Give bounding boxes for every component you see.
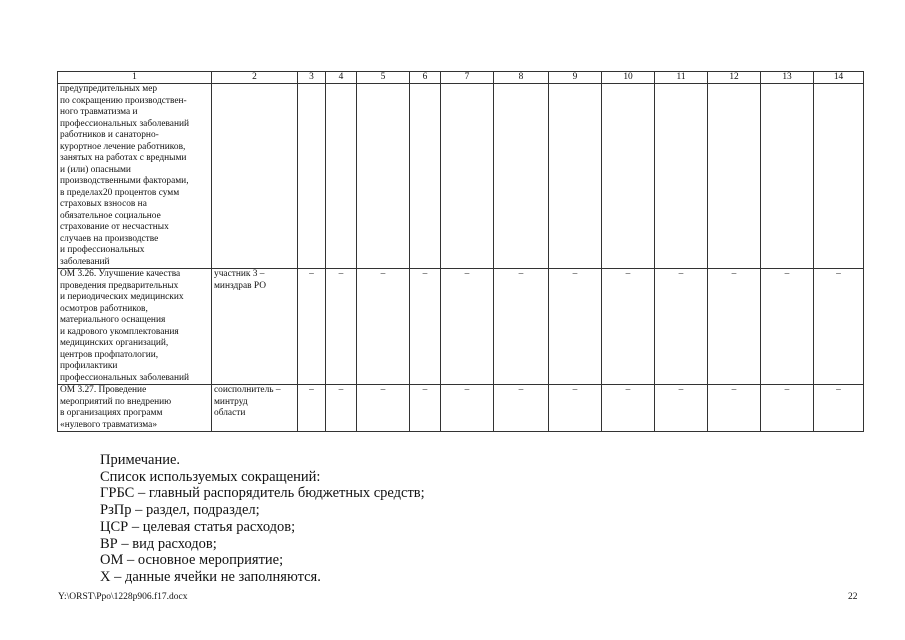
header-cell: 5	[357, 72, 410, 84]
header-cell: 2	[212, 72, 298, 84]
table-row	[58, 84, 864, 269]
value-cell	[298, 84, 326, 269]
note-subtitle: Список используемых сокращений:	[100, 468, 321, 485]
value-cell: –	[441, 385, 494, 432]
program-table	[57, 71, 864, 432]
header-cell: 13	[761, 72, 814, 84]
header-cell: 12	[708, 72, 761, 84]
participant-cell	[212, 84, 298, 269]
page-number: 22	[848, 592, 858, 602]
header-cell: 14	[814, 72, 864, 84]
abbreviation-item: ОМ – основное мероприятие;	[100, 552, 284, 569]
value-cell	[814, 84, 864, 269]
header-row	[58, 72, 864, 84]
value-cell: –	[298, 385, 326, 432]
value-cell: –	[326, 385, 357, 432]
value-cell: –	[761, 385, 814, 432]
value-cell: –	[410, 385, 441, 432]
measure-description: ОМ 3.26. Улучшение качества проведения предварительных и периодических медицинских осмотров работников, материального оснащения и кадрового укомплектования медицинских организаций, центров профпатологии, профилактики профессиональных заболеваний	[58, 269, 212, 385]
measure-description: предупредительных мер по сокращению производствен- ного травматизма и профессиональных заболеваний работников и санаторно- курортное лечение работников, занятых на работах с вредными и (или) опасными производственными факторами, в пределах20 процентов сумм страховых взносов на обязательное социальное страхование от несчастных случаев на производстве и профессиональных заболеваний	[58, 84, 212, 269]
abbreviation-item: ВР – вид расходов;	[100, 535, 217, 552]
value-cell: –	[298, 269, 326, 385]
value-cell: –	[655, 385, 708, 432]
header-cell: 8	[494, 72, 549, 84]
header-cell: 6	[410, 72, 441, 84]
value-cell	[602, 84, 655, 269]
value-cell	[494, 84, 549, 269]
value-cell	[655, 84, 708, 269]
value-cell: –	[357, 269, 410, 385]
table-row	[58, 385, 864, 432]
value-cell: –	[814, 385, 864, 432]
value-cell: –	[708, 269, 761, 385]
note-title: Примечание.	[100, 452, 181, 468]
value-cell: –	[494, 385, 549, 432]
abbreviation-item: ЦСР – целевая статья расходов;	[100, 518, 296, 535]
value-cell: –	[549, 269, 602, 385]
file-path: Y:\ORST\Ppo\1228p906.f17.docx	[58, 592, 188, 602]
value-cell: –	[410, 269, 441, 385]
measure-description: ОМ 3.27. Проведение мероприятий по внедрению в организациях программ «нулевого травматизма»	[58, 385, 212, 432]
value-cell	[761, 84, 814, 269]
value-cell: –	[602, 269, 655, 385]
value-cell	[410, 84, 441, 269]
table-row	[58, 269, 864, 385]
value-cell: –	[357, 385, 410, 432]
abbreviation-item: РзПр – раздел, подраздел;	[100, 502, 260, 519]
participant-cell: участник 3 – минздрав РО	[212, 269, 298, 385]
value-cell	[357, 84, 410, 269]
header-cell: 7	[441, 72, 494, 84]
header-cell: 4	[326, 72, 357, 84]
header-cell: 1	[58, 72, 212, 84]
value-cell	[326, 84, 357, 269]
abbreviation-item: ГРБС – главный распорядитель бюджетных средств;	[100, 485, 425, 502]
header-cell: 10	[602, 72, 655, 84]
header-cell: 9	[549, 72, 602, 84]
value-cell: –	[814, 269, 864, 385]
value-cell	[708, 84, 761, 269]
value-cell: –	[602, 385, 655, 432]
value-cell: –	[549, 385, 602, 432]
header-cell: 3	[298, 72, 326, 84]
value-cell: –	[326, 269, 357, 385]
value-cell	[549, 84, 602, 269]
participant-cell: соисполнитель – минтруд области	[212, 385, 298, 432]
notes-block	[100, 452, 425, 586]
header-cell: 11	[655, 72, 708, 84]
value-cell: –	[761, 269, 814, 385]
value-cell: –	[708, 385, 761, 432]
abbreviation-item: Х – данные ячейки не заполняются.	[100, 568, 321, 585]
value-cell: –	[441, 269, 494, 385]
value-cell: –	[494, 269, 549, 385]
value-cell: –	[655, 269, 708, 385]
value-cell	[441, 84, 494, 269]
